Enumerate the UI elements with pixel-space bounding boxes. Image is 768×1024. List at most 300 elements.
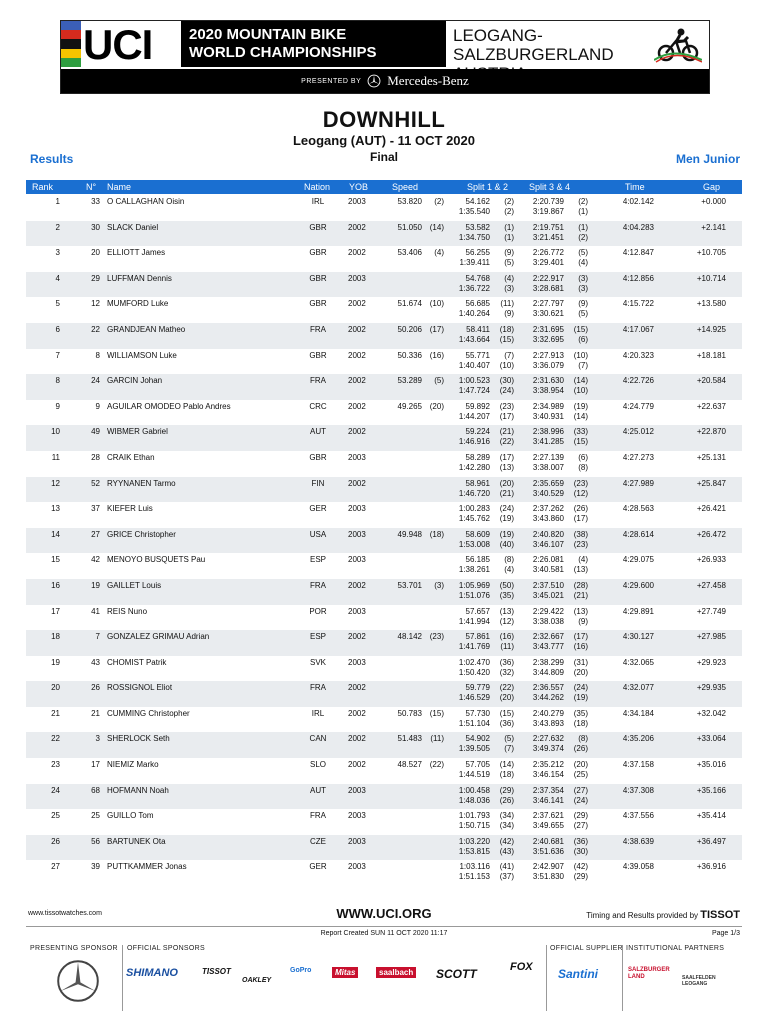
rider-rank: 12 xyxy=(51,478,60,488)
rider-name: ROSSIGNOL Eliot xyxy=(107,683,173,693)
split4-rank: (19) xyxy=(573,693,588,703)
split2: 1:53.815 xyxy=(458,846,490,856)
tissot-website: www.tissotwatches.com xyxy=(28,910,102,917)
split2-rank: (21) xyxy=(499,488,514,498)
split1: 58.289 xyxy=(465,452,490,462)
results-table-header xyxy=(26,180,742,194)
split2: 1:53.008 xyxy=(458,539,490,549)
rider-rank: 8 xyxy=(55,376,60,386)
split3: 2:22.917 xyxy=(532,273,564,283)
split2-rank: (15) xyxy=(499,334,514,344)
split1: 54.162 xyxy=(465,197,490,206)
split3-rank: (26) xyxy=(573,504,588,514)
page-title: DOWNHILL xyxy=(322,107,446,132)
split2: 1:48.036 xyxy=(458,795,490,805)
sponsor-scott: SCOTT xyxy=(436,967,477,981)
rider-name: MUMFORD Luke xyxy=(107,299,169,309)
split1-rank: (23) xyxy=(499,401,514,411)
rider-bib: 29 xyxy=(91,273,100,283)
table-row xyxy=(26,656,742,682)
partner-saalfelden-leogang: SAALFELDEN LEOGANG xyxy=(682,975,716,987)
presenter-bar xyxy=(61,69,709,93)
rider-time: 4:32.077 xyxy=(622,683,654,693)
rider-yob: 2002 xyxy=(348,734,366,744)
split3-rank: (28) xyxy=(573,580,588,590)
championship-banner xyxy=(60,20,710,94)
split2-rank: (32) xyxy=(499,667,514,677)
split4: 3:51.636 xyxy=(532,846,564,856)
rider-time: 4:29.075 xyxy=(622,555,654,565)
championship-title-line2: WORLD CHAMPIONSHIPS xyxy=(189,44,377,61)
rider-rank: 25 xyxy=(51,811,60,821)
split2: 1:40.264 xyxy=(458,309,490,319)
rider-yob: 2003 xyxy=(348,606,366,616)
results-table-body xyxy=(26,195,742,886)
rider-name: AGUILAR OMODEO Pablo Andres xyxy=(107,401,231,411)
rider-rank: 11 xyxy=(51,452,60,462)
rider-name: KIEFER Luis xyxy=(107,504,153,514)
rider-gap: +0.000 xyxy=(701,197,726,206)
rider-name: SLACK Daniel xyxy=(107,222,159,232)
split3: 2:19.751 xyxy=(532,222,564,232)
split4-rank: (29) xyxy=(573,872,588,882)
rider-time: 4:38.639 xyxy=(622,836,654,846)
split4-rank: (21) xyxy=(573,590,588,600)
split2: 1:50.420 xyxy=(458,667,490,677)
supplier-santini: Santini xyxy=(558,967,599,981)
split3-rank: (1) xyxy=(578,222,588,232)
rider-time: 4:02.142 xyxy=(622,197,654,206)
rider-nation: CRC xyxy=(309,401,327,411)
rider-name: GONZALEZ GRIMAU Adrian xyxy=(107,632,210,642)
split2-rank: (26) xyxy=(499,795,514,805)
split1: 59.892 xyxy=(465,401,490,411)
split3-rank: (10) xyxy=(573,350,588,360)
table-row xyxy=(26,605,742,631)
split4-rank: (7) xyxy=(578,360,588,370)
rider-yob: 2003 xyxy=(348,811,366,821)
rider-speed-rank: (3) xyxy=(434,580,444,590)
rider-yob: 2002 xyxy=(348,760,366,770)
split1-rank: (36) xyxy=(499,657,514,667)
sponsor-tissot: TISSOT xyxy=(202,967,231,976)
rider-nation: USA xyxy=(309,529,327,539)
split1: 56.185 xyxy=(465,555,490,565)
split4: 3:43.777 xyxy=(532,642,564,652)
rider-rank: 23 xyxy=(51,760,60,770)
rider-bib: 42 xyxy=(91,555,100,565)
rider-rank: 7 xyxy=(55,350,60,360)
split3: 2:31.630 xyxy=(532,376,564,386)
results-label: Results xyxy=(30,152,74,166)
table-row xyxy=(26,835,742,861)
rider-bib: 49 xyxy=(91,427,100,437)
rider-speed-rank: (2) xyxy=(434,197,444,206)
split1-rank: (7) xyxy=(504,350,514,360)
presenting-sponsor-label: PRESENTING SPONSOR xyxy=(30,945,118,952)
page-number: Page 1/3 xyxy=(711,930,740,937)
table-row xyxy=(26,681,742,707)
split1: 1:00.523 xyxy=(458,376,490,386)
rider-rank: 14 xyxy=(51,529,60,539)
rider-bib: 21 xyxy=(91,708,100,718)
rider-nation: ESP xyxy=(309,555,326,565)
sponsor-strip xyxy=(26,945,742,1015)
split1: 1:01.793 xyxy=(458,811,490,821)
rider-nation: FRA xyxy=(310,811,326,821)
rider-yob: 2002 xyxy=(348,248,366,258)
uci-logo: UCI xyxy=(83,21,153,68)
split1-rank: (20) xyxy=(499,478,514,488)
rider-time: 4:24.779 xyxy=(622,401,654,411)
rider-time: 4:15.722 xyxy=(622,299,654,309)
sponsor-divider-2 xyxy=(546,945,547,1011)
split3-rank: (38) xyxy=(573,529,588,539)
split3: 2:26.772 xyxy=(532,248,564,258)
championship-title-line1: 2020 MOUNTAIN BIKE xyxy=(189,26,347,43)
presented-by-label: PRESENTED BY xyxy=(301,77,362,85)
rider-bib: 12 xyxy=(91,299,100,309)
rider-speed-rank: (18) xyxy=(429,529,444,539)
rider-name: WIBMER Gabriel xyxy=(107,427,168,437)
table-row xyxy=(26,528,742,554)
stripe-green xyxy=(61,58,81,67)
rider-bib: 22 xyxy=(91,324,100,334)
split3: 2:42.907 xyxy=(532,862,564,872)
split4: 3:36.079 xyxy=(532,360,564,370)
rider-time: 4:37.158 xyxy=(622,760,654,770)
split3-rank: (33) xyxy=(573,427,588,437)
rider-speed: 53.289 xyxy=(397,376,422,386)
rider-speed: 51.483 xyxy=(397,734,422,744)
split1-rank: (4) xyxy=(504,273,514,283)
split3: 2:35.659 xyxy=(532,478,564,488)
rider-name: LUFFMAN Dennis xyxy=(107,273,172,283)
rider-speed-rank: (17) xyxy=(429,324,444,334)
split4: 3:46.141 xyxy=(532,795,564,805)
table-row xyxy=(26,860,742,886)
rider-rank: 1 xyxy=(55,197,60,206)
split3-rank: (29) xyxy=(573,811,588,821)
rider-name: CRAIK Ethan xyxy=(107,452,155,462)
rider-yob: 2003 xyxy=(348,862,366,872)
split3-rank: (36) xyxy=(573,836,588,846)
split2-rank: (36) xyxy=(499,718,514,728)
rider-nation: IRL xyxy=(311,197,325,206)
rider-gap: +26.472 xyxy=(696,529,726,539)
official-supplier-label: OFFICIAL SUPPLIER xyxy=(550,945,623,952)
rider-nation: AUT xyxy=(310,785,326,795)
timing-brand: TISSOT xyxy=(700,909,740,921)
split4-rank: (20) xyxy=(573,667,588,677)
table-row xyxy=(26,758,742,784)
split1-rank: (34) xyxy=(499,811,514,821)
stripe-red xyxy=(61,30,81,39)
split4-rank: (17) xyxy=(573,514,588,524)
rider-gap: +32.042 xyxy=(696,708,726,718)
mercedes-star-icon xyxy=(56,959,100,1003)
split3-rank: (35) xyxy=(573,708,588,718)
rider-name: NIEMIZ Marko xyxy=(107,760,159,770)
rider-nation: GBR xyxy=(309,273,327,283)
rider-name: RYYNANEN Tarmo xyxy=(107,478,176,488)
rider-speed: 50.336 xyxy=(397,350,422,360)
rider-speed-rank: (20) xyxy=(429,401,444,411)
split4: 3:51.830 xyxy=(532,872,564,882)
rider-yob: 2003 xyxy=(348,785,366,795)
split3: 2:27.913 xyxy=(532,350,564,360)
split3-rank: (24) xyxy=(573,683,588,693)
rider-name: ELLIOTT James xyxy=(107,248,166,258)
rider-yob: 2002 xyxy=(348,324,366,334)
table-row xyxy=(26,707,742,733)
rider-name: GRICE Christopher xyxy=(107,529,176,539)
rider-nation: GBR xyxy=(309,248,327,258)
split2-rank: (4) xyxy=(504,565,514,575)
rider-rank: 10 xyxy=(51,427,60,437)
rider-time: 4:27.989 xyxy=(622,478,654,488)
split3-rank: (20) xyxy=(573,760,588,770)
rider-yob: 2003 xyxy=(348,197,366,206)
sponsor-divider-1 xyxy=(122,945,123,1011)
split2: 1:38.261 xyxy=(458,565,490,575)
sponsor-oakley: OAKLEY xyxy=(242,977,272,984)
rider-gap: +20.584 xyxy=(696,376,726,386)
split1-rank: (18) xyxy=(499,324,514,334)
table-row xyxy=(26,425,742,451)
rider-yob: 2002 xyxy=(348,580,366,590)
rider-nation: SVK xyxy=(309,657,326,667)
rider-gap: +35.414 xyxy=(696,811,726,821)
split2: 1:43.664 xyxy=(458,334,490,344)
rider-name: REIS Nuno xyxy=(107,606,148,616)
split3-rank: (3) xyxy=(578,273,588,283)
rider-time: 4:17.067 xyxy=(622,324,654,334)
rider-speed: 50.783 xyxy=(397,708,422,718)
rider-speed-rank: (4) xyxy=(434,248,444,258)
split2-rank: (40) xyxy=(499,539,514,549)
sponsor-mitas: Mitas xyxy=(332,967,358,978)
rider-nation: SLO xyxy=(309,760,326,770)
rider-time: 4:35.206 xyxy=(622,734,654,744)
rider-rank: 22 xyxy=(51,734,60,744)
rider-speed: 49.265 xyxy=(397,401,422,411)
rider-rank: 17 xyxy=(51,606,60,616)
rider-bib: 68 xyxy=(91,785,100,795)
rider-name: GRANDJEAN Matheo xyxy=(107,324,186,334)
rider-bib: 41 xyxy=(91,606,100,616)
sponsor-divider-3 xyxy=(622,945,623,1011)
split3: 2:40.279 xyxy=(532,708,564,718)
rider-speed-rank: (22) xyxy=(429,760,444,770)
split1-rank: (29) xyxy=(499,785,514,795)
rider-speed: 51.674 xyxy=(397,299,422,309)
rider-yob: 2002 xyxy=(348,350,366,360)
col-gap: Gap xyxy=(703,182,721,192)
split1: 57.861 xyxy=(465,632,490,642)
col-speed: Speed xyxy=(392,182,419,192)
split1-rank: (41) xyxy=(499,862,514,872)
rider-bib: 26 xyxy=(91,683,100,693)
rider-yob: 2002 xyxy=(348,376,366,386)
rider-yob: 2002 xyxy=(348,222,366,232)
rider-rank: 4 xyxy=(55,273,60,283)
split3: 2:29.422 xyxy=(532,606,564,616)
rider-speed-rank: (10) xyxy=(429,299,444,309)
rider-time: 4:25.012 xyxy=(622,427,654,437)
split2: 1:42.280 xyxy=(458,462,490,472)
rider-speed: 48.527 xyxy=(397,760,422,770)
split2: 1:40.407 xyxy=(458,360,490,370)
table-row xyxy=(26,579,742,605)
rider-nation: GBR xyxy=(309,299,327,309)
rider-nation: AUT xyxy=(310,427,326,437)
rider-rank: 3 xyxy=(55,248,60,258)
split2-rank: (11) xyxy=(500,642,514,652)
split2: 1:51.076 xyxy=(458,590,490,600)
rider-time: 4:20.323 xyxy=(622,350,654,360)
rider-bib: 7 xyxy=(95,632,100,642)
split4-rank: (2) xyxy=(578,232,588,242)
rider-yob: 2002 xyxy=(348,478,366,488)
split3: 2:27.632 xyxy=(532,734,564,744)
rider-bib: 39 xyxy=(91,862,100,872)
rider-bib: 19 xyxy=(91,580,100,590)
split1-rank: (22) xyxy=(499,683,514,693)
rider-speed-rank: (11) xyxy=(430,734,444,744)
split2: 1:39.411 xyxy=(459,258,490,268)
col-split34: Split 3 & 4 xyxy=(529,182,571,192)
split4-rank: (16) xyxy=(573,642,588,652)
rider-name: BARTUNEK Ota xyxy=(107,836,166,846)
split1: 57.705 xyxy=(465,760,490,770)
split4: 3:30.621 xyxy=(532,309,564,319)
split1: 53.582 xyxy=(465,222,490,232)
event-location-date: Leogang (AUT) - 11 OCT 2020 xyxy=(292,133,476,148)
rider-bib: 28 xyxy=(91,452,100,462)
split4: 3:21.451 xyxy=(532,232,564,242)
split1-rank: (24) xyxy=(499,504,514,514)
split2: 1:46.720 xyxy=(458,488,490,498)
split1: 57.657 xyxy=(465,606,490,616)
split4: 3:40.581 xyxy=(532,565,564,575)
rider-bib: 52 xyxy=(91,478,100,488)
rider-yob: 2002 xyxy=(348,427,366,437)
uci-website: WWW.UCI.ORG xyxy=(336,906,432,921)
presenter-name: Mercedes-Benz xyxy=(387,73,469,88)
rider-gap: +2.141 xyxy=(701,222,726,232)
rider-speed-rank: (15) xyxy=(429,708,444,718)
split2-rank: (19) xyxy=(499,514,514,524)
footer-divider xyxy=(26,926,742,927)
split1-rank: (5) xyxy=(504,734,514,744)
split4-rank: (12) xyxy=(573,488,588,498)
rider-gap: +26.933 xyxy=(696,555,726,565)
split4: 3:40.931 xyxy=(532,411,564,421)
rider-time: 4:28.563 xyxy=(622,504,654,514)
rider-rank: 26 xyxy=(51,836,60,846)
col-bib: N° xyxy=(86,182,97,192)
split3-rank: (4) xyxy=(578,555,588,565)
split2-rank: (22) xyxy=(499,437,514,447)
split2-rank: (18) xyxy=(499,770,514,780)
rider-time: 4:22.726 xyxy=(622,376,654,386)
table-row xyxy=(26,195,742,221)
stripe-yellow xyxy=(61,49,81,58)
split1-rank: (30) xyxy=(499,376,514,386)
split3: 2:34.989 xyxy=(532,401,564,411)
split1: 58.609 xyxy=(465,529,490,539)
rider-name: CUMMING Christopher xyxy=(107,708,190,718)
split1: 59.224 xyxy=(465,427,490,437)
rider-time: 4:29.600 xyxy=(622,580,654,590)
table-row xyxy=(26,400,742,426)
sponsor-shimano: SHIMANO xyxy=(126,967,178,979)
rider-bib: 25 xyxy=(91,811,100,821)
rider-time: 4:37.308 xyxy=(622,785,654,795)
rider-nation: FRA xyxy=(310,376,326,386)
rider-rank: 20 xyxy=(51,683,60,693)
table-row xyxy=(26,502,742,528)
rider-speed: 49.948 xyxy=(397,529,422,539)
split4-rank: (4) xyxy=(578,258,588,268)
split1: 59.779 xyxy=(465,683,490,693)
table-row xyxy=(26,784,742,810)
split1-rank: (11) xyxy=(500,299,514,309)
rider-rank: 5 xyxy=(55,299,60,309)
rider-name: PUTTKAMMER Jonas xyxy=(107,862,187,872)
split2: 1:51.153 xyxy=(458,872,490,882)
split2-rank: (9) xyxy=(504,309,514,319)
split4-rank: (3) xyxy=(578,283,588,293)
split4-rank: (10) xyxy=(573,386,588,396)
rider-rank: 27 xyxy=(51,862,60,872)
split2: 1:41.994 xyxy=(458,616,490,626)
split3: 2:36.557 xyxy=(532,683,564,693)
rider-yob: 2003 xyxy=(348,555,366,565)
split3: 2:26.081 xyxy=(532,555,564,565)
split3-rank: (15) xyxy=(573,324,588,334)
report-created: Report Created SUN 11 OCT 2020 11:17 xyxy=(320,930,448,937)
split1-rank: (50) xyxy=(499,580,514,590)
rider-rank: 15 xyxy=(51,555,60,565)
championship-title xyxy=(181,21,446,67)
table-row xyxy=(26,297,742,323)
rider-nation: GER xyxy=(309,504,327,514)
rider-gap: +27.458 xyxy=(696,580,726,590)
rider-bib: 27 xyxy=(91,529,100,539)
rider-speed: 53.406 xyxy=(397,248,422,258)
split1-rank: (21) xyxy=(499,427,514,437)
split2-rank: (7) xyxy=(504,744,514,754)
rider-name: CHOMIST Patrik xyxy=(107,657,167,667)
rider-gap: +36.497 xyxy=(696,836,726,846)
mountain-bike-rider-icon xyxy=(654,27,702,63)
rider-gap: +27.985 xyxy=(696,632,726,642)
rider-rank: 16 xyxy=(51,580,60,590)
rider-gap: +22.637 xyxy=(696,401,726,411)
split3-rank: (13) xyxy=(573,606,588,616)
table-row xyxy=(26,323,742,349)
rider-gap: +13.580 xyxy=(696,299,726,309)
rider-time: 4:27.273 xyxy=(622,452,654,462)
split3: 2:38.996 xyxy=(532,427,564,437)
split2: 1:47.724 xyxy=(458,386,490,396)
rider-yob: 2002 xyxy=(348,299,366,309)
rider-gap: +29.935 xyxy=(696,683,726,693)
rider-bib: 37 xyxy=(91,504,100,514)
split4: 3:40.529 xyxy=(532,488,564,498)
